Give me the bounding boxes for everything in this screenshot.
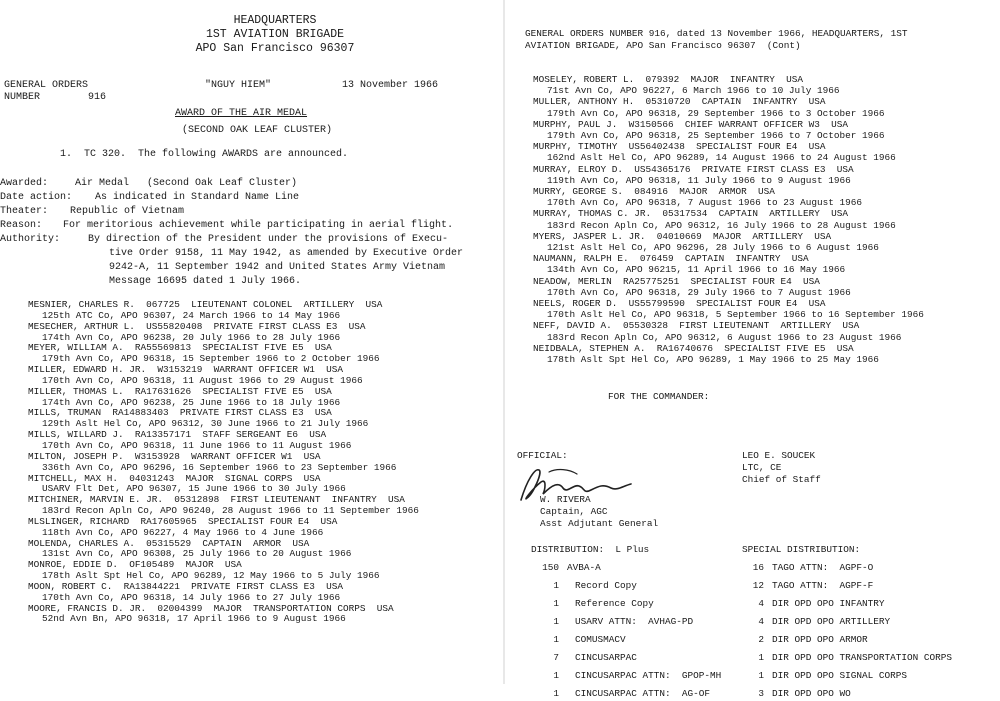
list-item (28, 560, 419, 582)
awardee-name: NEADOW, MERLIN RA25775251 SPECIALIST FOUR E4 USA (533, 275, 820, 287)
awardee-name: MONROE, EDDIE D. OF105489 MAJOR USA (28, 559, 242, 571)
field-value-theater: Republic of Vietnam (70, 206, 185, 217)
awardee-name: MYERS, JASPER L. JR. 04010669 MAJOR ARTILLERY USA (533, 230, 832, 242)
list-item (533, 253, 924, 275)
field-label-date-action: Date action: (0, 192, 73, 203)
awardee-name: MEYER, WILLIAM A. RA55569813 SPECIALIST FIVE E5 USA (28, 342, 332, 354)
motto: "NGUY HIEM" (205, 80, 272, 91)
list-item (533, 96, 924, 118)
signer-name: W. RIVERA (540, 494, 591, 505)
list-item (28, 430, 419, 452)
dist-count: 4 (758, 616, 764, 627)
signer-rank: Captain, AGC (540, 506, 608, 517)
award-subtitle: (SECOND OAK LEAF CLUSTER) (182, 125, 333, 136)
awardee-name: MESECHER, ARTHUR L. US55820408 PRIVATE FIRST CLASS E3 USA (28, 320, 366, 332)
list-item (28, 365, 419, 387)
chief-name: LEO E. SOUCEK (742, 450, 816, 461)
awardee-name: MURRAY, ELROY D. US54365176 PRIVATE FIRST CLASS E3 USA (533, 163, 854, 175)
list-item (533, 164, 924, 186)
order-date: 13 November 1966 (342, 80, 439, 91)
header-line-3: APO San Francisco 96307 (195, 42, 355, 55)
awardee-name: MURPHY, PAUL J. W3150566 CHIEF WARRANT OFFICER W3 USA (533, 118, 849, 130)
awardee-unit: 134th Avn Co, APO 96215, 11 April 1966 to 16 May 1966 (547, 264, 846, 276)
for-the-commander: FOR THE COMMANDER: (608, 391, 710, 402)
dist-count: 1 (758, 670, 764, 681)
awardee-unit: 170th Avn Co, APO 96318, 7 August 1966 to 23 August 1966 (547, 197, 863, 209)
list-item (531, 629, 721, 647)
awardee-unit: 336th Avn Co, APO 96296, 16 September 1966 to 23 September 1966 (42, 461, 397, 473)
list-item (531, 647, 721, 665)
awardee-unit: 131st Avn Co, APO 96308, 25 July 1966 to 20 August 1966 (42, 548, 352, 560)
dist-count: 3 (758, 688, 764, 699)
list-item (533, 276, 924, 298)
list-item (531, 575, 721, 593)
dist-item: TAGO ATTN: AGPF-F (772, 580, 874, 591)
awardee-name: NEFF, DAVID A. 05530328 FIRST LIEUTENANT ARTILLERY USA (533, 320, 860, 332)
award-title: AWARD OF THE AIR MEDAL (175, 108, 308, 119)
special-distribution-title: SPECIAL DISTRIBUTION: (742, 544, 861, 555)
continuation-header-line-1: GENERAL ORDERS NUMBER 916, dated 13 November 1966, HEADQUARTERS, 1ST (525, 28, 908, 39)
dist-count: 1 (553, 598, 559, 609)
list-item (28, 343, 419, 365)
awardee-name: MULLER, ANTHONY H. 05310720 CAPTAIN INFANTRY USA (533, 96, 826, 108)
header-line-1: HEADQUARTERS (233, 14, 317, 27)
signer-title: Asst Adjutant General (540, 518, 659, 529)
list-item (742, 593, 952, 611)
awardee-unit: 174th Avn Co, APO 96238, 25 June 1966 to 18 July 1966 (42, 396, 341, 408)
right-page (505, 0, 1000, 699)
list-item (742, 683, 952, 701)
authority-line-3: 9242-A, 11 September 1942 and United States Army Vietnam (109, 262, 446, 273)
left-page (0, 0, 505, 684)
awardee-unit: 52nd Avn Bn, APO 96318, 17 April 1966 to 9 August 1966 (42, 613, 346, 625)
list-item (28, 539, 419, 561)
dist-count: 1 (553, 688, 559, 699)
chief-rank: LTC, CE (742, 462, 782, 473)
list-item (531, 593, 721, 611)
awardee-name: MURPHY, TIMOTHY US56402438 SPECIALIST FOUR E4 USA (533, 141, 826, 153)
list-item (533, 320, 924, 342)
awardee-name: NAUMANN, RALPH E. 076459 CAPTAIN INFANTRY USA (533, 253, 809, 265)
awardee-name: MILTON, JOSEPH P. W3153928 WARRANT OFFICER W1 USA (28, 450, 321, 462)
dist-item: DIR OPD OPO INFANTRY (772, 598, 885, 609)
dist-item: DIR OPD OPO ARMOR (772, 634, 868, 645)
list-item (531, 557, 721, 575)
awardee-unit: 119th Avn Co, APO 96318, 11 July 1966 to 9 August 1966 (547, 174, 851, 186)
field-label-awarded: Awarded: (0, 178, 49, 189)
right-awardee-list (533, 74, 924, 365)
dist-item: AVBA-A (567, 562, 601, 573)
awardee-unit: 170th Avn Co, APO 96318, 29 July 1966 to 7 August 1966 (547, 286, 851, 298)
awardee-unit: 183rd Recon Apln Co, APO 96312, 6 August 1966 to 23 August 1966 (547, 331, 902, 343)
awardee-unit: 162nd Aslt Hel Co, APO 96289, 14 August 1966 to 24 August 1966 (547, 152, 896, 164)
left-awardee-list (28, 300, 419, 625)
awardee-name: MOSELEY, ROBERT L. 079392 MAJOR INFANTRY USA (533, 74, 804, 85)
special-distribution-list (742, 557, 952, 701)
dist-item: DIR OPD OPO ARTILLERY (772, 616, 891, 627)
list-item (28, 495, 419, 517)
awardee-unit: 179th Avn Co, APO 96318, 15 September 1966 to 2 October 1966 (42, 353, 380, 365)
awardee-name: MILLER, THOMAS L. RA17631626 SPECIALIST FIVE E5 USA (28, 385, 332, 397)
order-number: 916 (88, 92, 107, 103)
dist-item: CINCUSARPAC ATTN: AG-OF (575, 688, 711, 699)
list-item (28, 604, 419, 626)
general-orders-label: GENERAL ORDERS (4, 80, 89, 91)
number-label: NUMBER (4, 92, 41, 103)
list-item (28, 408, 419, 430)
awardee-unit: 118th Avn Co, APO 96227, 4 May 1966 to 4 June 1966 (42, 526, 324, 538)
list-item (533, 343, 924, 365)
awardee-name: MURRAY, THOMAS C. JR. 05317534 CAPTAIN ARTILLERY USA (533, 208, 849, 220)
field-label-theater: Theater: (0, 206, 49, 217)
list-item (531, 611, 721, 629)
awardee-unit: USARV Flt Det, APO 96307, 15 June 1966 to 30 July 1966 (42, 483, 346, 495)
list-item (742, 557, 952, 575)
list-item (533, 74, 924, 96)
list-item (533, 231, 924, 253)
dist-count: 1 (758, 652, 764, 663)
list-item (28, 322, 419, 344)
awardee-unit: 125th ATC Co, APO 96307, 24 March 1966 to 14 May 1966 (42, 309, 341, 321)
awardee-name: MOORE, FRANCIS D. JR. 02004399 MAJOR TRANSPORTATION CORPS USA (28, 602, 394, 614)
list-item (742, 575, 952, 593)
awardee-unit: 179th Avn Co, APO 96318, 29 September 1966 to 3 October 1966 (547, 107, 885, 119)
list-item (28, 387, 419, 409)
dist-item: Reference Copy (575, 598, 654, 609)
list-item (742, 611, 952, 629)
distribution-list (531, 557, 721, 701)
dist-item: USARV ATTN: AVHAG-PD (575, 616, 694, 627)
awardee-name: MESNIER, CHARLES R. 067725 LIEUTENANT COLONEL ARTILLERY USA (28, 299, 383, 310)
awardee-unit: 170th Aslt Hel Co, APO 96318, 5 September 1966 to 16 September 1966 (547, 309, 924, 321)
field-value-awarded: Air Medal (Second Oak Leaf Cluster) (75, 178, 298, 189)
authority-label: Authority: (0, 234, 61, 245)
awardee-unit: 170th Avn Co, APO 96318, 11 August 1966 to 29 August 1966 (42, 374, 363, 386)
authority-line-2: tive Order 9158, 11 May 1942, as amended by Executive Order (109, 248, 464, 259)
list-item (531, 683, 721, 701)
awardee-name: MOLENDA, CHARLES A. 05315529 CAPTAIN ARMOR USA (28, 537, 310, 549)
header-line-2: 1ST AVIATION BRIGADE (205, 28, 345, 41)
list-item (531, 665, 721, 683)
awardee-unit: 121st Aslt Hel Co, APO 96296, 28 July 1966 to 6 August 1966 (547, 242, 879, 254)
awardee-name: MURRY, GEORGE S. 084916 MAJOR ARMOR USA (533, 186, 775, 198)
dist-count: 12 (752, 580, 764, 591)
awardee-name: MILLER, EDWARD H. JR. W3153219 WARRANT OFFICER W1 USA (28, 364, 344, 376)
list-item (742, 647, 952, 665)
official-label: OFFICIAL: (517, 450, 568, 461)
list-item (742, 629, 952, 647)
dist-count: 1 (553, 634, 559, 645)
dist-item: DIR OPD OPO WO (772, 688, 851, 699)
dist-count: 1 (553, 580, 559, 591)
awardee-unit: 178th Aslt Spt Hel Co, APO 96289, 12 May 1966 to 5 July 1966 (42, 570, 380, 582)
chief-title: Chief of Staff (742, 474, 821, 485)
awardee-unit: 183rd Recon Apln Co, APO 96312, 16 July 1966 to 28 August 1966 (547, 219, 896, 231)
dist-count: 4 (758, 598, 764, 609)
dist-count: 1 (553, 670, 559, 681)
awardee-name: MITCHINER, MARVIN E. JR. 05312898 FIRST LIEUTENANT INFANTRY USA (28, 494, 405, 506)
awardee-name: MILLS, WILLARD J. RA13357171 STAFF SERGEANT E6 USA (28, 429, 327, 441)
list-item (28, 452, 419, 474)
awardee-name: MITCHELL, MAX H. 04031243 MAJOR SIGNAL CORPS USA (28, 472, 321, 484)
dist-item: TAGO ATTN: AGPF-O (772, 562, 874, 573)
authority-line-1: By direction of the President under the provisions of Execu- (88, 234, 449, 245)
dist-item: CINCUSARPAC ATTN: GPOP-MH (575, 670, 722, 681)
awardee-unit: 71st Avn Co, APO 96227, 6 March 1966 to 10 July 1966 (547, 85, 840, 97)
list-item (742, 665, 952, 683)
list-item (533, 119, 924, 141)
list-item (533, 186, 924, 208)
awardee-unit: 179th Avn Co, APO 96318, 25 September 1966 to 7 October 1966 (547, 130, 885, 142)
dist-count: 7 (553, 652, 559, 663)
list-item (533, 208, 924, 230)
authority-line-4: Message 16695 dated 1 July 1966. (109, 276, 302, 287)
awardee-unit: 178th Aslt Spt Hel Co, APO 96289, 1 May 1966 to 25 May 1966 (547, 354, 879, 366)
awardee-unit: 170th Avn Co, APO 96318, 11 June 1966 to 11 August 1966 (42, 439, 352, 451)
dist-item: DIR OPD OPO SIGNAL CORPS (772, 670, 908, 681)
awardee-name: NEIDBALA, STEPHEN A. RA16740676 SPECIALIST FIVE E5 USA (533, 342, 854, 354)
list-item (533, 298, 924, 320)
intro-line: 1. TC 320. The following AWARDS are announced. (60, 149, 349, 160)
awardee-name: MOON, ROBERT C. RA13844221 PRIVATE FIRST CLASS E3 USA (28, 580, 344, 592)
list-item (28, 474, 419, 496)
dist-count: 2 (758, 634, 764, 645)
awardee-name: NEELS, ROGER D. US55799590 SPECIALIST FOUR E4 USA (533, 298, 826, 310)
awardee-name: MILLS, TRUMAN RA14883403 PRIVATE FIRST CLASS E3 USA (28, 407, 332, 419)
field-value-date-action: As indicated in Standard Name Line (95, 192, 300, 203)
dist-item: Record Copy (575, 580, 637, 591)
awardee-unit: 183rd Recon Apln Co, APO 96240, 28 August 1966 to 11 September 1966 (42, 505, 419, 517)
awardee-name: MLSLINGER, RICHARD RA17605965 SPECIALIST FOUR E4 USA (28, 515, 338, 527)
field-value-reason: For meritorious achievement while participating in aerial flight. (63, 220, 454, 231)
field-label-reason: Reason: (0, 220, 43, 231)
dist-count: 16 (752, 562, 764, 573)
dist-count: 1 (553, 616, 559, 627)
dist-item: DIR OPD OPO TRANSPORTATION CORPS (772, 652, 953, 663)
list-item (28, 582, 419, 604)
list-item (28, 517, 419, 539)
distribution-title: DISTRIBUTION: L Plus (531, 544, 650, 555)
awardee-unit: 129th Aslt Hel Co, APO 96312, 30 June 1966 to 21 July 1966 (42, 418, 369, 430)
list-item (28, 300, 419, 322)
awardee-unit: 174th Avn Co, APO 96238, 20 July 1966 to 28 July 1966 (42, 331, 341, 343)
dist-count: 150 (542, 562, 559, 573)
dist-item: CINCUSARPAC (575, 652, 637, 663)
awardee-unit: 170th Avn Co, APO 96318, 14 July 1966 to 27 July 1966 (42, 591, 341, 603)
dist-item: COMUSMACV (575, 634, 626, 645)
list-item (533, 141, 924, 163)
continuation-header-line-2: AVIATION BRIGADE, APO San Francisco 96307 (Cont) (525, 40, 801, 51)
